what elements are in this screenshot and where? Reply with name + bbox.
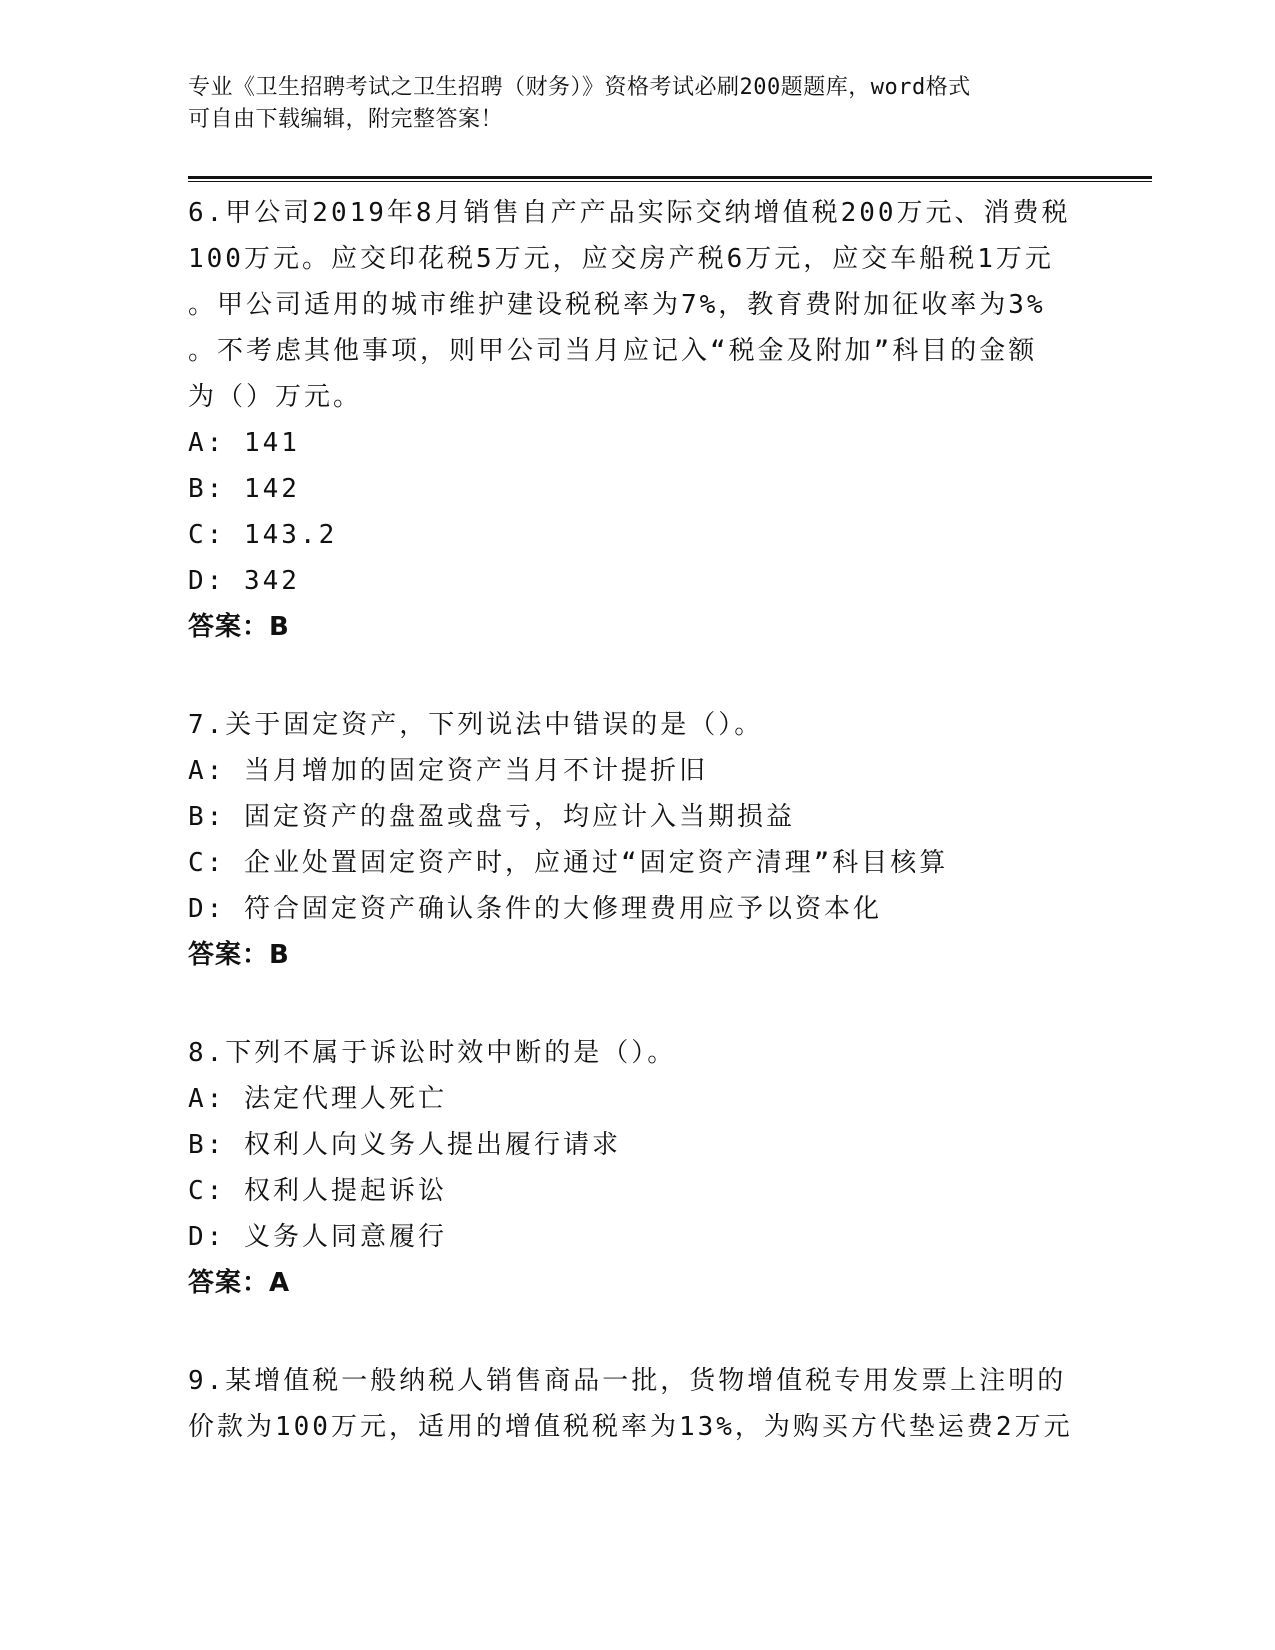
question-stem-line: 。甲公司适用的城市维护建设税税率为7%，教育费附加征收率为3% [188, 290, 1046, 320]
question-stem-line: 9.某增值税一般纳税人销售商品一批，货物增值税专用发票上注明的 [188, 1366, 1067, 1396]
question-stem-line: 。不考虑其他事项，则甲公司当月应记入“税金及附加”科目的金额 [188, 336, 1038, 366]
option-c: C: 143.2 [188, 520, 338, 550]
option-c: C: 企业处置固定资产时，应通过“固定资产清理”科目核算 [188, 848, 949, 878]
option-d: D: 义务人同意履行 [188, 1222, 447, 1252]
question-stem-line: 为（）万元。 [188, 382, 363, 412]
question-9 [188, 1358, 1088, 1450]
option-c: C: 权利人提起诉讼 [188, 1176, 447, 1206]
question-stem-line: 价款为100万元，适用的增值税税率为13%，为购买方代垫运费2万元 [188, 1412, 1073, 1442]
header-line-2: 可自由下载编辑，附完整答案！ [188, 107, 504, 132]
option-d: D: 342 [188, 566, 300, 596]
answer-label: 答案：B [188, 940, 290, 970]
option-a: A: 141 [188, 428, 300, 458]
header-divider-thin [188, 181, 1152, 182]
question-stem-line: 7.关于固定资产，下列说法中错误的是（）。 [188, 710, 764, 740]
question-6 [188, 190, 1088, 650]
header-line-1: 专业《卫生招聘考试之卫生招聘（财务）》资格考试必刷200题题库，word格式 [188, 75, 971, 100]
question-stem-line: 6.甲公司2019年8月销售自产产品实际交纳增值税200万元、消费税 [188, 198, 1071, 228]
option-a: A: 法定代理人死亡 [188, 1084, 447, 1114]
option-d: D: 符合固定资产确认条件的大修理费用应予以资本化 [188, 894, 882, 924]
document-header [188, 72, 1088, 136]
answer-label: 答案：B [188, 612, 290, 642]
option-a: A: 当月增加的固定资产当月不计提折旧 [188, 756, 708, 786]
question-list [188, 190, 1088, 1450]
option-b: B: 权利人向义务人提出履行请求 [188, 1130, 621, 1160]
option-b: B: 142 [188, 474, 300, 504]
answer-label: 答案：A [188, 1268, 291, 1298]
option-b: B: 固定资产的盘盈或盘亏，均应计入当期损益 [188, 802, 795, 832]
question-stem-line: 8.下列不属于诉讼时效中断的是（）。 [188, 1038, 677, 1068]
question-7 [188, 702, 1088, 978]
question-stem-line: 100万元。应交印花税5万元，应交房产税6万元，应交车船税1万元 [188, 244, 1054, 274]
question-8 [188, 1030, 1088, 1306]
header-divider-thick [188, 176, 1152, 179]
